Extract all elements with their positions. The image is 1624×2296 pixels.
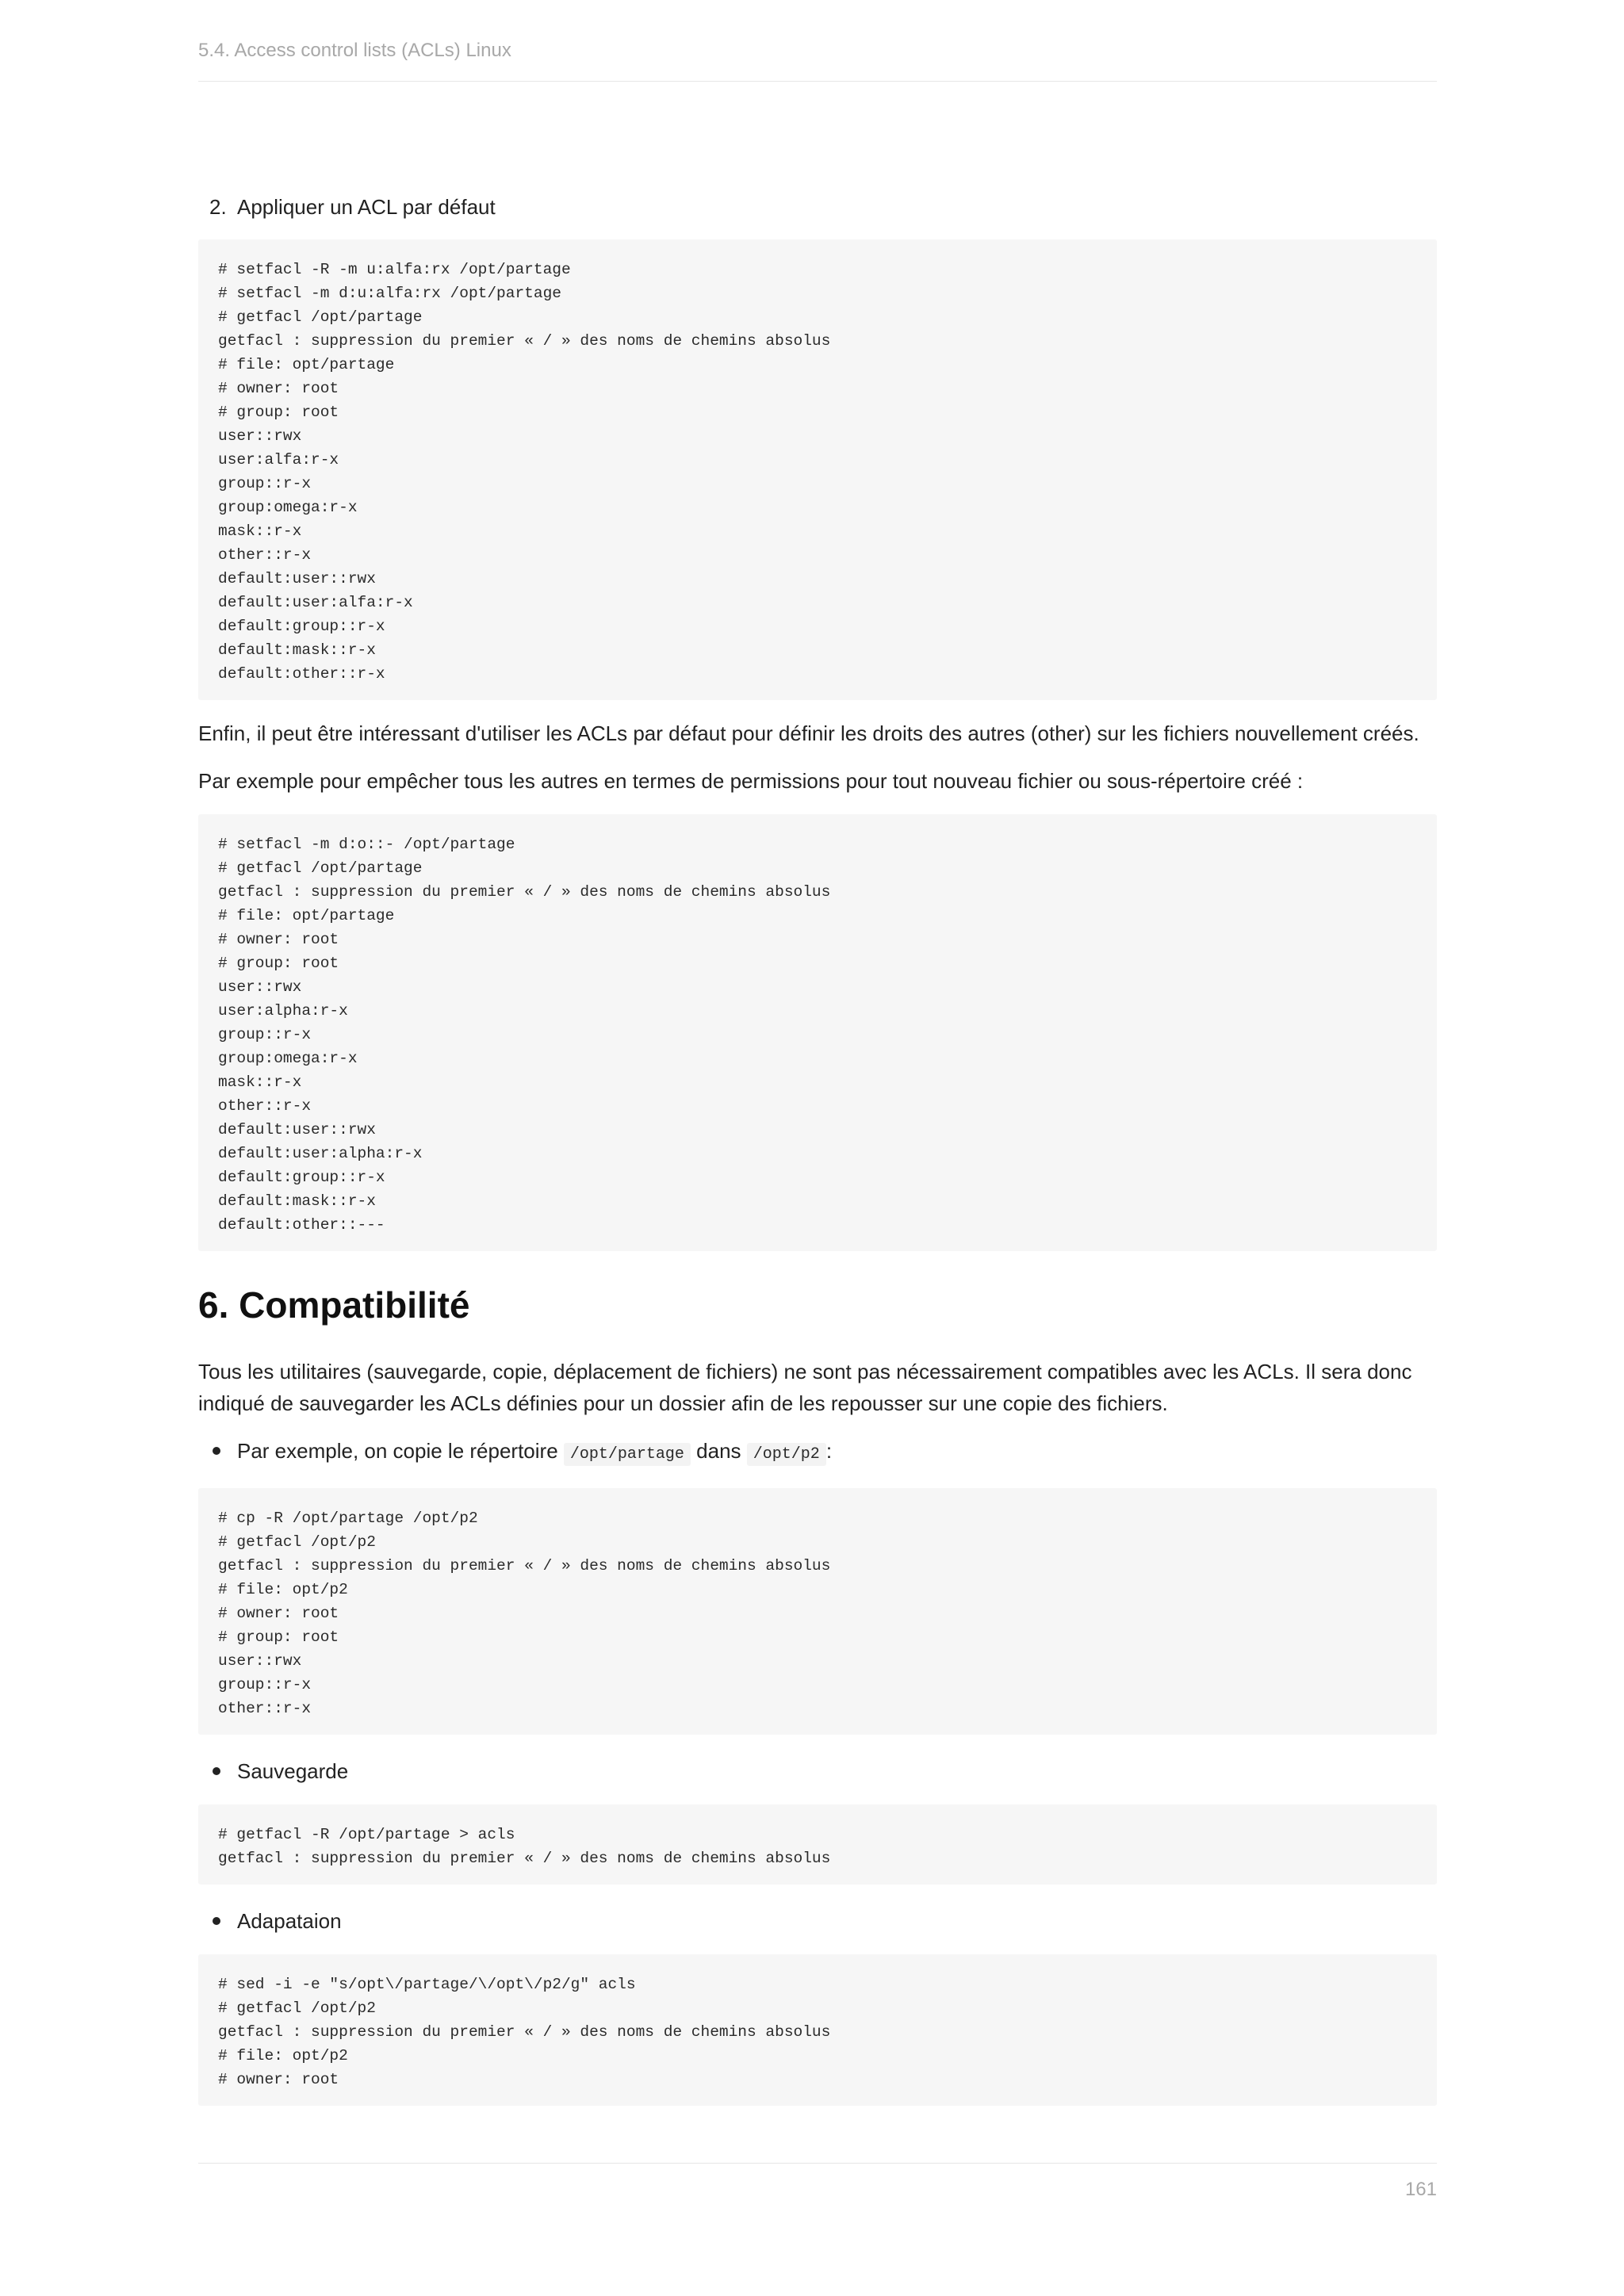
running-header: 5.4. Access control lists (ACLs) Linux bbox=[198, 40, 511, 61]
step-label: Appliquer un ACL par défaut bbox=[237, 195, 496, 219]
bullet-item-copy bbox=[198, 1435, 1437, 1471]
code-block-copy: # cp -R /opt/partage /opt/p2 # getfacl /opt/p2 getfacl : suppression du premier « / » des noms de chemins absolus # file: opt/p2 # owner: root # group: root user::rwx group::r-x other::r-x bbox=[198, 1488, 1437, 1735]
bullet-dot bbox=[213, 1917, 220, 1925]
inline-code: /opt/partage bbox=[564, 1443, 691, 1466]
section-heading: 6. Compatibilité bbox=[198, 1284, 470, 1326]
document-page bbox=[198, 0, 1437, 2296]
inline-code: /opt/p2 bbox=[747, 1443, 826, 1466]
bullet-text: : bbox=[825, 1439, 833, 1463]
paragraph-compatibility: Tous les utilitaires (sauvegarde, copie, déplacement de fichiers) ne sont pas nécessairement compatibles avec les ACLs. Il sera donc indiqué de sauvegarder les ACLs définies pour un dossier afin de les repousser sur une copie des fichiers. bbox=[198, 1360, 1412, 1415]
paragraph-default-acl-other: Enfin, il peut être intéressant d'utiliser les ACLs par défaut pour définir les droits des autres (other) sur les fichiers nouvellement créés. bbox=[198, 721, 1419, 745]
bullet-item-backup bbox=[198, 1755, 1437, 1787]
header-divider bbox=[198, 81, 1437, 82]
code-block-backup: # getfacl -R /opt/partage > acls getfacl : suppression du premier « / » des noms de chemins absolus bbox=[198, 1804, 1437, 1885]
bullet-text: Sauvegarde bbox=[237, 1759, 349, 1783]
bullet-text: dans bbox=[696, 1439, 741, 1463]
bullet-item-adaptation bbox=[198, 1905, 1437, 1937]
bullet-dot bbox=[213, 1767, 220, 1775]
bullet-text: Par exemple, on copie le répertoire bbox=[237, 1439, 558, 1463]
footer-divider bbox=[198, 2163, 1437, 2164]
code-block-default-acl: # setfacl -R -m u:alfa:rx /opt/partage # setfacl -m d:u:alfa:rx /opt/partage # getfacl /opt/partage getfacl : suppression du premier « / » des noms de chemins absolus # file: opt/partage # owner: root # group: root user::rwx user:alfa:r-x group::r-x group:omega:r-x mask::r-x other::r-x default:user::rwx default:user:alfa:r-x default:group::r-x default:mask::r-x default:other::r-x bbox=[198, 239, 1437, 700]
step-number: 2. bbox=[209, 195, 227, 219]
bullet-text: Adapataion bbox=[237, 1909, 342, 1933]
bullet-dot bbox=[213, 1447, 220, 1455]
paragraph-example: Par exemple pour empêcher tous les autres en termes de permissions pour tout nouveau fichier ou sous-répertoire créé : bbox=[198, 769, 1304, 793]
page-number: 161 bbox=[1404, 2179, 1437, 2200]
numbered-step bbox=[198, 192, 1437, 222]
page-content bbox=[198, 192, 1437, 2106]
code-block-default-other: # setfacl -m d:o::- /opt/partage # getfacl /opt/partage getfacl : suppression du premier « / » des noms de chemins absolus # file: opt/partage # owner: root # group: root user::rwx user:alpha:r-x group::r-x group:omega:r-x mask::r-x other::r-x default:user::rwx default:user:alpha:r-x default:group::r-x default:mask::r-x default:other::--- bbox=[198, 814, 1437, 1251]
code-block-adaptation: # sed -i -e "s/opt\/partage/\/opt\/p2/g" acls # getfacl /opt/p2 getfacl : suppression du premier « / » des noms de chemins absolus # file: opt/p2 # owner: root bbox=[198, 1954, 1437, 2106]
